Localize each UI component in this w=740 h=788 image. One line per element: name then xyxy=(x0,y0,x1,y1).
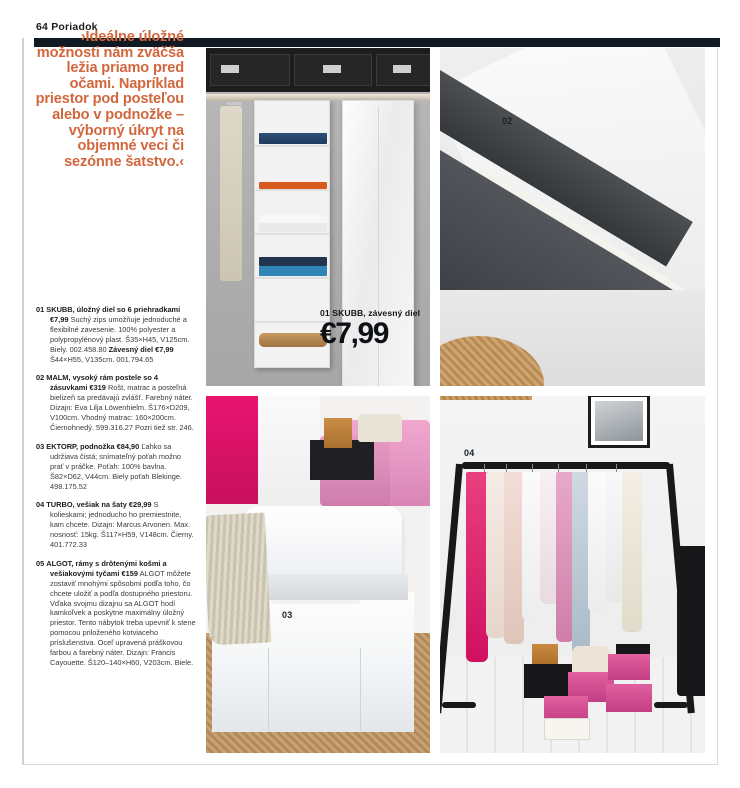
rack-foot-left xyxy=(442,702,476,708)
hanging-trousers xyxy=(220,106,242,281)
product-name-05: ALGOT, rámy s drôtenými košmi a vešiakovými tyčami xyxy=(46,558,167,578)
photo-turbo-rack xyxy=(440,396,705,753)
footstool-lid xyxy=(244,506,402,582)
garment-white-1 xyxy=(522,472,542,620)
storage-box-1 xyxy=(210,54,290,86)
product-variant-price-01: €7,99 xyxy=(155,344,174,354)
wooden-box xyxy=(324,418,352,448)
folded-clothes-2b xyxy=(259,182,327,189)
shoes-on-console xyxy=(358,414,402,442)
storage-box-2 xyxy=(294,54,372,86)
product-text-02 xyxy=(36,373,196,432)
dark-garment-right xyxy=(677,546,705,696)
photo-tag-04: 04 xyxy=(464,448,475,458)
shelf-1 xyxy=(255,145,329,147)
folded-clothes-4b xyxy=(259,266,327,276)
box-label-1 xyxy=(221,65,239,73)
photo-tag-02: 02 xyxy=(502,116,513,126)
rack-top-bar xyxy=(462,462,670,469)
wall-basket xyxy=(440,396,532,400)
storage-box-3 xyxy=(376,54,430,86)
product-desc-05: ALGOT môžete zostaviť mnohými spôsobmi podľa toho, čo chcete uložiť a podľa dostupného priestoru. Vďaka svojmu dizajnu sa ALGOT hodí kamkoľvek a poskytne maximálny úložný priestor. Tento nábytok treba upevniť k stene pomocou priloženého kotviaceho príslušenstva. Oceľ upravená práškovou farbou a farebný náter. Dizajn: Francis Cayouette. Š120–140×H60, V203cm. Biele. xyxy=(50,568,196,667)
skirt-pleat-2 xyxy=(360,648,361,732)
shelf-4 xyxy=(255,277,329,279)
garment-cream-2 xyxy=(622,472,642,632)
product-text-03 xyxy=(36,442,196,492)
callout-price: €7,99 xyxy=(320,317,389,350)
garment-blush xyxy=(504,472,524,644)
product-name-01: SKUBB, úložný diel so 6 priehradkami xyxy=(46,305,181,314)
product-name-03: EKTORP, podnožka xyxy=(46,441,115,451)
shelf-5 xyxy=(255,321,329,323)
framed-picture xyxy=(588,396,650,448)
pink-box-3 xyxy=(606,684,652,712)
trouser-hanger-icon xyxy=(226,102,242,105)
garment-cream-1 xyxy=(486,472,506,638)
shoes-under-rack xyxy=(572,646,610,674)
product-name-04: TURBO, vešiak na šaty xyxy=(46,500,127,510)
product-name-02: MALM, vysoký rám postele so 4 zásuvkami xyxy=(46,373,159,393)
product-text-01 xyxy=(36,305,196,364)
product-price-04: €29,99 xyxy=(128,500,152,510)
folded-clothes-2a xyxy=(259,175,327,182)
skubb-organiser xyxy=(254,100,330,368)
photo-ektorp-footstool xyxy=(206,396,430,753)
page-folio: 64 Poriadok xyxy=(36,21,98,33)
skirt-pleat-1 xyxy=(268,648,269,732)
garment-white-3 xyxy=(588,472,608,612)
dark-crate xyxy=(524,664,572,698)
product-list xyxy=(36,305,196,677)
folded-clothes-3a xyxy=(259,215,327,223)
product-desc-04: S kolieskami; jednoducho ho premiestnite, kam chcete. Dizajn: Marcus Arvonen. Max. nosnosť: 15kg. Š117×H59, V148cm. Čierny. 401.772.33 xyxy=(50,500,194,550)
product-price-03: €84,90 xyxy=(116,441,140,451)
pink-box-2 xyxy=(608,654,650,680)
product-entry-01 xyxy=(36,305,196,364)
product-entry-05 xyxy=(36,559,196,668)
product-entry-03 xyxy=(36,442,196,492)
product-index-04: 04 xyxy=(36,500,45,510)
product-index-01: 01 xyxy=(36,305,45,314)
footstool-skirt xyxy=(212,648,414,732)
product-index-02: 02 xyxy=(36,373,45,383)
price-callout xyxy=(320,308,420,349)
knit-throw xyxy=(206,512,271,645)
picture-image xyxy=(595,401,643,441)
product-price-05: €159 xyxy=(121,568,138,578)
box-label-2 xyxy=(323,65,341,73)
open-book xyxy=(544,718,590,740)
product-price-02: €319 xyxy=(89,383,106,393)
pink-curtain xyxy=(206,396,258,504)
product-entry-02 xyxy=(36,373,196,432)
editorial-column xyxy=(14,30,184,170)
folded-clothes-3b xyxy=(259,223,327,232)
box-label-3 xyxy=(393,65,411,73)
photo-tag-03: 03 xyxy=(282,610,293,620)
callout-caption: 01 SKUBB, závesný diel xyxy=(320,308,421,318)
product-desc-01: Suchý zips umožňuje jednoduché a flexibilné zavesenie. 100% polyester a polypropylénový plast. Š35×H45, V125cm. Biely. 002.458.80 xyxy=(50,314,190,354)
product-text-04 xyxy=(36,500,196,550)
shelf-2 xyxy=(255,189,329,191)
product-variant-desc-01: Š44×H55, V135cm. 001.794.65 xyxy=(50,354,154,364)
shelf-3 xyxy=(255,233,329,235)
rack-foot-right xyxy=(654,702,688,708)
product-text-05 xyxy=(36,559,196,668)
product-desc-02: Rošt, matrac a posteľná bielizeň sa predávajú zvlášť. Farebný náter. Dizajn: Eva Lilja Löwenhielm. Š176×D209, V100cm. Vhodný matrac: 160×200cm. Čiernohnedý. 599.316.27 Pozri tiež str. 246. xyxy=(50,383,194,432)
folded-clothes-4a xyxy=(259,257,327,266)
product-index-05: 05 xyxy=(36,558,45,568)
garment-pink-long xyxy=(466,472,488,662)
pull-quote: ›Ideálne úložné možnosti nám zväčša ležia priamo pred očami. Napríklad priestor pod posteľou alebo v podnožke – výborný úkryt na objemné veci či sezónne šatstvo.‹ xyxy=(35,29,184,170)
product-index-03: 03 xyxy=(36,441,45,451)
product-price-01: €7,99 xyxy=(50,314,69,324)
product-desc-03: Ľahko sa udržiava čistá; snímateľný poťah možno prať v práčke. Poťah: 100% bavlna. Š82×D62, V44cm. Biely poťah Blekinge. 498.175.52 xyxy=(50,441,182,491)
product-variant-name-01: Závesný diel xyxy=(108,344,154,354)
photo-malm-bed-drawer xyxy=(440,48,705,386)
folded-clothes-1 xyxy=(259,133,327,144)
product-entry-04 xyxy=(36,500,196,550)
shoes-pair xyxy=(259,333,327,347)
